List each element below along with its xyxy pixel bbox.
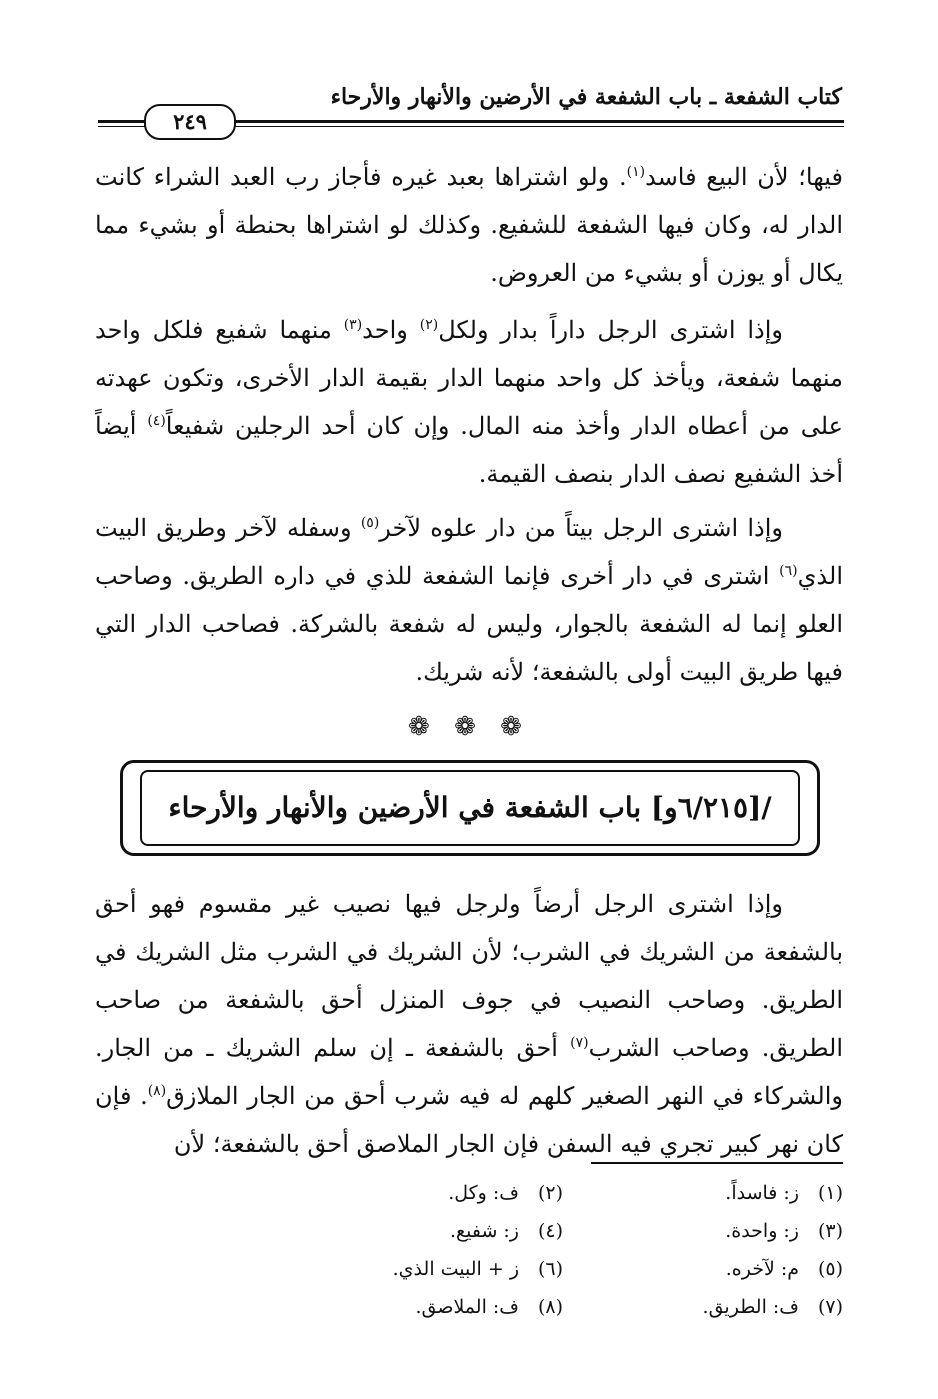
paragraph-text: وإذا اشترى الرجل أرضاً ولرجل فيها نصيب غير مقسوم فهو أحق بالشفعة من الشريك في الشرب؛ لأن الشريك في الشرب مثل الشريك في الطريق. وصاحب النصيب في جوف المنزل أحق بالشفعة من صاحب الطريق. وصاحب الشرب: [95, 890, 843, 1062]
paragraph-2: [95, 306, 843, 498]
footnote-number: (٦): [537, 1258, 563, 1280]
paragraph-text: . ولو اشتراها بعبد غيره فأجاز رب العبد الشراء كانت الدار له، وكان فيها الشفعة للشفيع. وكذلك لو اشتراها بحنطة أو بشيء مما يكال أو يوزن أو بشيء من العروض.: [95, 163, 843, 287]
footnote-row: [283, 1178, 843, 1216]
footnote-number: (٥): [817, 1258, 843, 1280]
footnote-ref: (٦): [779, 563, 798, 579]
footnotes: [283, 1178, 843, 1330]
paragraph-text: واحد: [362, 316, 420, 344]
footnote-text: ف: وكل.: [448, 1182, 519, 1204]
page-number: ٢٤٩: [144, 104, 236, 140]
footnote-7: [563, 1292, 843, 1330]
footnote-ref: (٢): [419, 317, 439, 333]
footnote-number: (٢): [537, 1182, 563, 1204]
paragraph-text: اشترى في دار أخرى فإنما الشفعة للذي في داره الطريق. وصاحب العلو إنما له الشفعة بالجوار، وليس له شفعة بالشركة. فصاحب الدار التي فيها طريق البيت أولى بالشفعة؛ لأنه شريك.: [95, 562, 843, 686]
footnote-ref: (٣): [343, 317, 363, 333]
paragraph-text: وسفله لآخر وطريق البيت الذي: [95, 514, 843, 590]
footnote-text: م: لآخره.: [725, 1258, 799, 1280]
footnote-row: [283, 1292, 843, 1330]
footnote-number: (٨): [537, 1296, 563, 1318]
paragraph-text: وإذا اشترى الرجل بيتاً من دار علوه لآخر: [379, 514, 783, 542]
paragraph-text: فيها؛ لأن البيع فاسد: [645, 163, 843, 191]
footnote-text: ز + البيت الذي.: [392, 1258, 519, 1280]
chapter-title: /[٦/٢١٥و] باب الشفعة في الأرضين والأنهار والأرحاء: [168, 791, 772, 824]
footnote-8: [283, 1292, 563, 1330]
footnote-4: [283, 1216, 563, 1254]
footnote-number: (١): [817, 1182, 843, 1204]
footnote-6: [283, 1254, 563, 1292]
footnote-number: (٧): [817, 1296, 843, 1318]
running-title: كتاب الشفعة ـ باب الشفعة في الأرضين والأنهار والأرحاء: [330, 84, 842, 110]
footnote-ref: (١): [626, 164, 646, 180]
paragraph-text: منهما شفيع فلكل واحد منهما شفعة، ويأخذ كل واحد منهما الدار بقيمة الدار الأخرى، وتكون عهدته على من أعطاه الدار وأخذ منه المال. وإن كان أحد الرجلين شفيعاً: [95, 316, 843, 440]
footnote-text: ز: فاسداً.: [725, 1182, 799, 1204]
paragraph-3: [95, 504, 843, 696]
footnote-rule: [591, 1162, 843, 1164]
footnote-ref: (٤): [147, 413, 166, 429]
footnote-number: (٤): [537, 1220, 563, 1242]
footnote-text: ف: الملاصق.: [415, 1296, 519, 1318]
footnote-row: [283, 1254, 843, 1292]
footnote-2: [283, 1178, 563, 1216]
footnote-text: ف: الطريق.: [702, 1296, 799, 1318]
paragraph-1: [95, 153, 843, 297]
footnote-1: [563, 1178, 843, 1216]
paragraph-text: أيضاً أخذ الشفيع نصف الدار بنصف القيمة.: [95, 412, 843, 488]
footnote-ref: (٨): [147, 1083, 167, 1099]
paragraph-text: وإذا اشترى الرجل داراً بدار ولكل: [438, 316, 783, 344]
footnote-ref: (٧): [570, 1035, 589, 1051]
footnote-text: ز: شفيع.: [449, 1220, 519, 1242]
paragraph-text: أحق بالشفعة ـ إن سلم الشريك ـ من الجار. والشركاء في النهر الصغير كلهم له فيه شرب أحق من الجار الملازق: [95, 1034, 844, 1110]
paragraph-4: [95, 880, 843, 1168]
section-separator: ❁ ❁ ❁: [408, 712, 530, 742]
footnote-5: [563, 1254, 843, 1292]
footnote-3: [563, 1216, 843, 1254]
footnote-row: [283, 1216, 843, 1254]
footnote-number: (٣): [817, 1220, 843, 1242]
paragraph-text: . فإن كان نهر كبير تجري فيه السفن فإن الجار الملاصق أحق بالشفعة؛ لأن: [95, 1082, 843, 1158]
footnote-text: ز: واحدة.: [725, 1220, 799, 1242]
chapter-title-box: [120, 760, 820, 856]
footnote-ref: (٥): [360, 515, 380, 531]
